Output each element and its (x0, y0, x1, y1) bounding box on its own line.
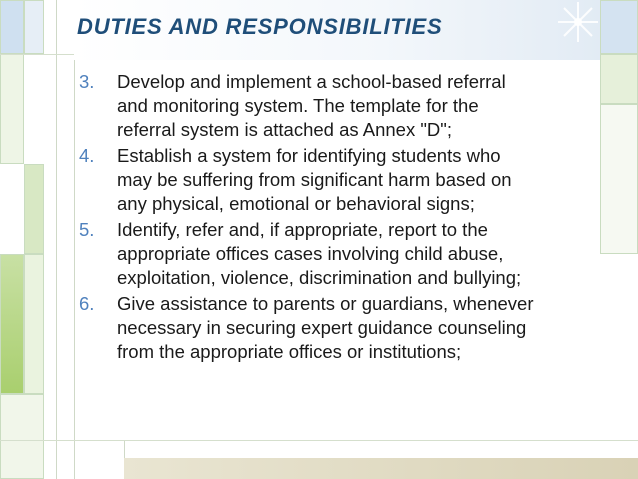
decor-block (600, 104, 638, 254)
decor-line (56, 0, 57, 479)
decor-block (0, 0, 24, 54)
item-number: 5. (79, 219, 95, 240)
decor-block (0, 394, 44, 479)
decor-block (24, 0, 44, 54)
item-text (117, 70, 506, 142)
item-line: Establish a system for identifying students who (117, 145, 501, 166)
item-line: Develop and implement a school-based referral (117, 71, 506, 92)
decor-block (600, 0, 638, 54)
list-item (79, 292, 603, 364)
decor-line (0, 440, 638, 441)
item-line: necessary in securing expert guidance counseling (117, 317, 527, 338)
sparkle-icon (556, 0, 600, 44)
item-line: referral system is attached as Annex "D"; (117, 119, 452, 140)
item-text (117, 218, 521, 290)
bottom-decor-band (124, 458, 638, 479)
item-text (117, 292, 533, 364)
item-number: 6. (79, 293, 95, 314)
item-line: may be suffering from significant harm based on (117, 169, 512, 190)
decor-block (0, 54, 24, 164)
item-line: appropriate offices cases involving child abuse, (117, 243, 504, 264)
item-line: from the appropriate offices or institutions; (117, 341, 462, 362)
list-item (79, 70, 603, 142)
decor-block (0, 254, 24, 394)
decor-block (600, 54, 638, 104)
left-decor-strip (0, 0, 56, 479)
item-number: 4. (79, 145, 95, 166)
decor-line (74, 0, 75, 479)
list-item (79, 144, 603, 216)
list-item (79, 218, 603, 290)
slide-title: DUTIES AND RESPONSIBILITIES (77, 14, 443, 39)
item-line: Identify, refer and, if appropriate, report to the (117, 219, 488, 240)
decor-block (24, 164, 44, 254)
item-text (117, 144, 512, 216)
item-line: and monitoring system. The template for the (117, 95, 479, 116)
duties-list (79, 70, 603, 366)
item-line: exploitation, violence, discrimination and bullying; (117, 267, 522, 288)
item-number: 3. (79, 71, 95, 92)
item-line: Give assistance to parents or guardians, whenever (117, 293, 534, 314)
right-decor-strip (600, 0, 638, 479)
decor-line (0, 54, 74, 55)
decor-block (24, 254, 44, 394)
item-line: any physical, emotional or behavioral signs; (117, 193, 475, 214)
